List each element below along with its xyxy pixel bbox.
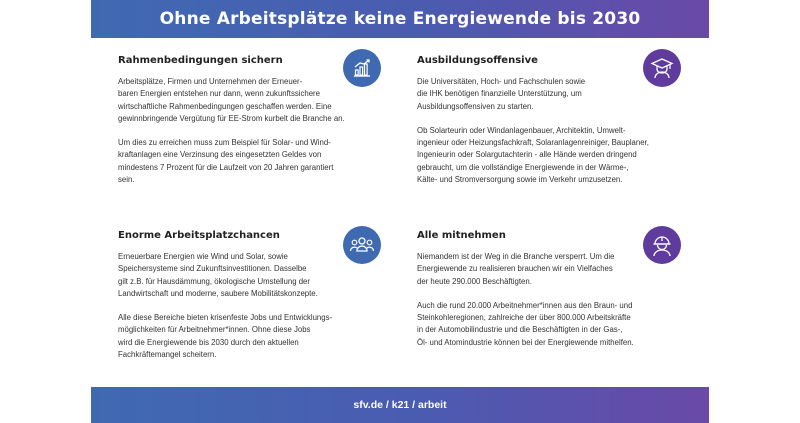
section-title: Alle mitnehmen: [417, 230, 506, 241]
header-banner: [91, 0, 709, 38]
footer-link-text: sfv.de / k21 / arbeit: [353, 399, 447, 411]
section-paragraph: Die Universitäten, Hoch- und Fachschulen sowie die IHK benötigen finanzielle Unterstützung, um Ausbildungsoffensiven zu starten.: [417, 77, 586, 111]
section-title: Enorme Arbeitsplatzchancen: [118, 230, 280, 241]
chart-growth-icon: [343, 49, 381, 87]
section-title: Rahmenbedingungen sichern: [118, 55, 283, 66]
section-paragraph: Um dies zu erreichen muss zum Beispiel für Solar- und Wind- kraftanlagen eine Verzinsung des eingesetzten Geldes von mindestens 7 Prozent für die Laufzeit von 20 Jahren garantiert sein.: [118, 138, 334, 185]
section-paragraph: Niemandem ist der Weg in die Branche versperrt. Um die Energiewende zu realisieren brauchen wir ein Vielfaches der heute 290.000 Beschäftigten.: [417, 252, 615, 286]
graduate-icon: [643, 49, 681, 87]
section-paragraph: Auch die rund 20.000 Arbeitnehmer*innen aus den Braun- und Steinkohleregionen, zahlreiche der über 800.000 Arbeitskräfte in der Automobilindustrie und die Beschäftigten in der Gas-, Öl- und Atomindustrie können bei der Energiewende mithelfen.: [417, 300, 634, 347]
section-paragraph: Arbeitsplätze, Firmen und Unternehmen der Erneuer- baren Energien entstehen nur dann, wenn zukunftssichere wirtschaftliche Rahmenbedingungen geschaffen werden. Eine gewinnbringende Vergütung für EE-Strom kurbelt die Branche an.: [118, 77, 345, 123]
group-people-icon: [343, 226, 381, 264]
section-paragraph: Ob Solarteurin oder Windanlagenbauer, Architektin, Umwelt- ingenieur oder Heizungsfachkraft, Solaranlagenreiniger, Bauplaner, Ingenieurin oder Solargutachterin - alle Hände werden dringend gebraucht, um die vollständige Energiewende in der Wärme-, Kälte- und Stromversorgung sowie im Verkehr umzusetzen.: [417, 125, 649, 185]
page-title: Ohne Arbeitsplätze keine Energiewende bis 2030: [159, 9, 641, 29]
section-paragraph: Erneuerbare Energien wie Wind und Solar, sowie Speichersysteme sind Zukunftsinvestitionen. Dasselbe gilt z.B. für Hausdämmung, ökologische Umstellung der Landwirtschaft und moderne, saubere Mobilitätskonzepte.: [118, 252, 318, 298]
hardhat-worker-icon: [643, 226, 681, 264]
section-paragraph: Alle diese Bereiche bieten krisenfeste Jobs und Entwicklungs- möglichkeiten für Arbeitnehmer*innen. Ohne diese Jobs wird die Energiewende bis 2030 durch den aktuellen Fachkräftemangel scheitern.: [118, 313, 333, 360]
footer-banner: [91, 387, 709, 423]
section-title: Ausbildungsoffensive: [417, 55, 538, 66]
